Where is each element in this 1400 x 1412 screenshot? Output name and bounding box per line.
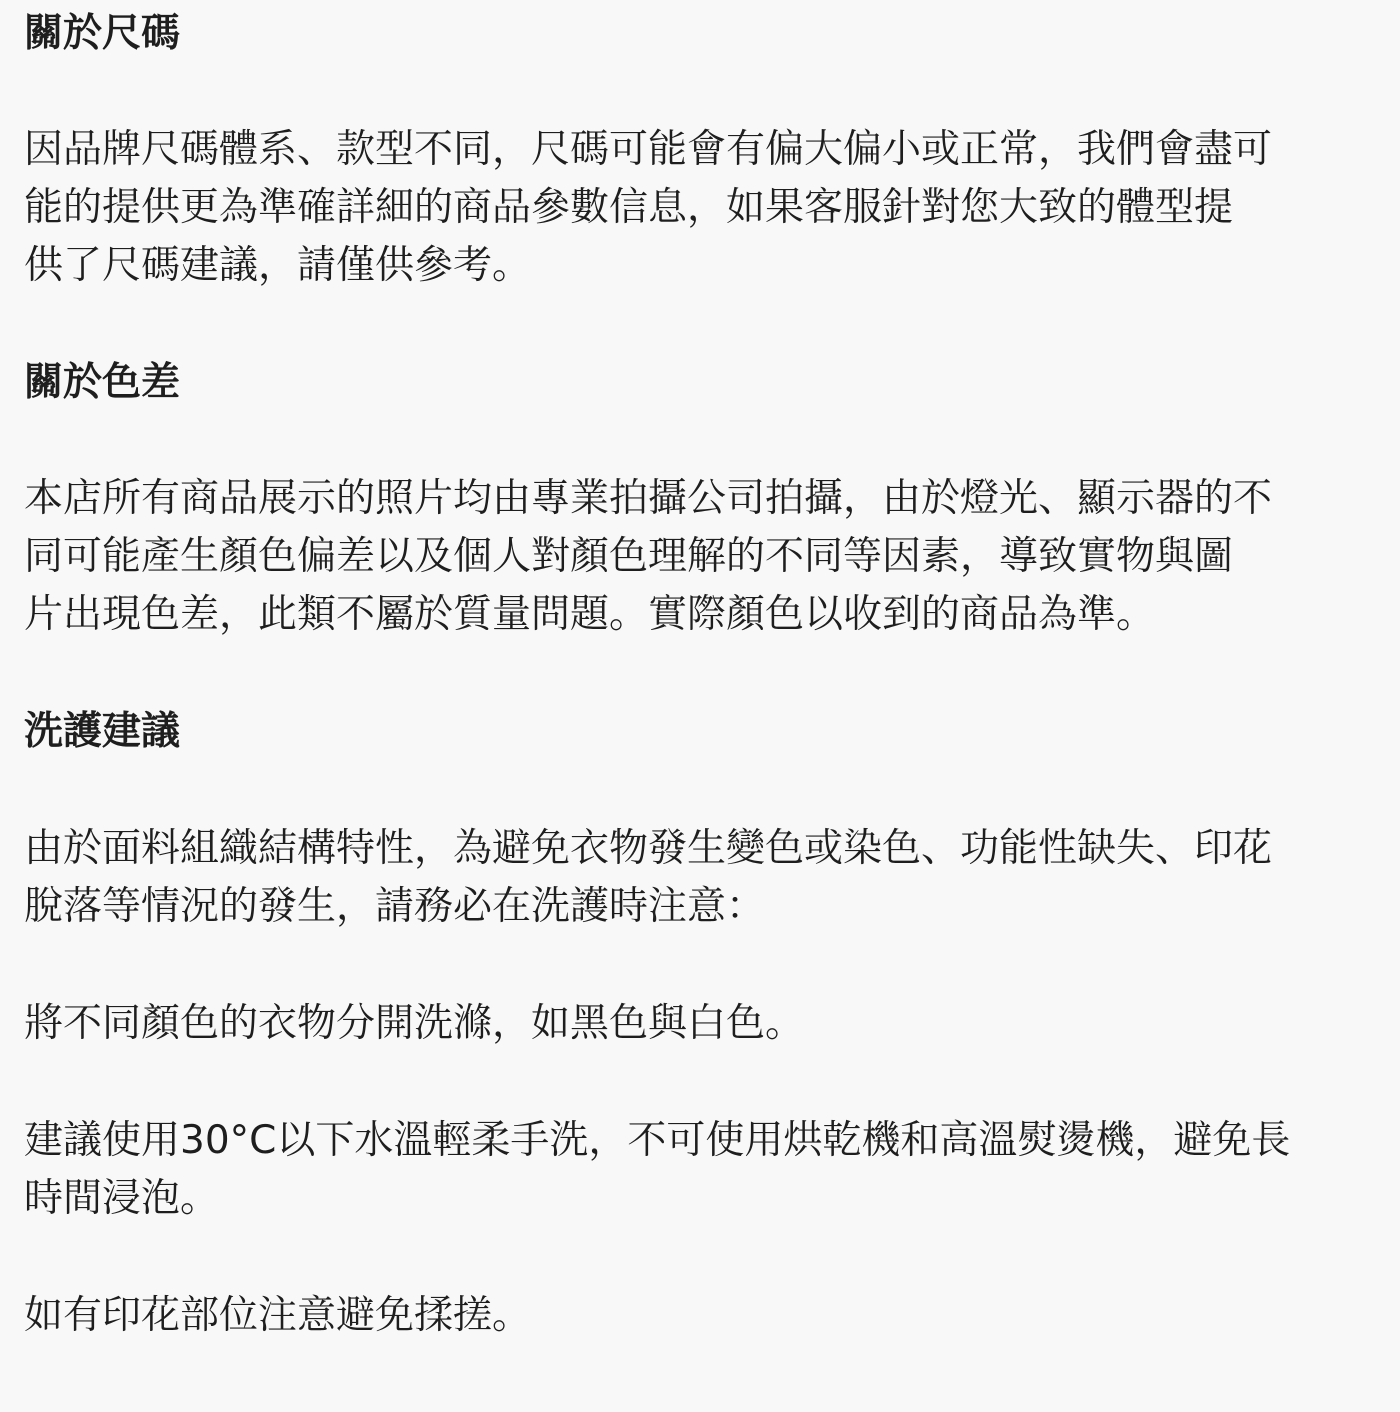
care-tip-line: 建議使用30°C以下水溫輕柔手洗，不可使用烘乾機和高溫熨燙機，避免長	[24, 1118, 1291, 1163]
color-paragraph	[24, 470, 1384, 644]
care-tip-separate-colors	[24, 995, 1384, 1053]
size-paragraph	[24, 121, 1384, 295]
care-intro-line: 由於面料組織結構特性，為避免衣物發生變色或染色、功能性缺失、印花	[24, 826, 1273, 871]
color-paragraph-line: 片出現色差，此類不屬於質量問題。實際顏色以收到的商品為準。	[24, 592, 1156, 637]
size-paragraph-line: 供了尺碼建議，請僅供參考。	[24, 243, 532, 288]
care-tip-print-area	[24, 1287, 1384, 1345]
section-heading-color: 關於色差	[24, 360, 181, 405]
section-heading-size: 關於尺碼	[24, 11, 181, 56]
size-paragraph-line: 能的提供更為準確詳細的商品參數信息，如果客服針對您大致的體型提	[24, 185, 1234, 230]
size-paragraph-line: 因品牌尺碼體系、款型不同，尺碼可能會有偏大偏小或正常，我們會盡可	[24, 127, 1273, 172]
color-paragraph-line: 同可能產生顏色偏差以及個人對顏色理解的不同等因素，導致實物與圖	[24, 534, 1234, 579]
section-heading-care: 洗護建議	[24, 709, 181, 754]
care-tip-line: 將不同顏色的衣物分開洗滌，如黑色與白色。	[24, 1001, 805, 1046]
care-tip-line: 如有印花部位注意避免揉搓。	[24, 1293, 532, 1338]
care-tip-line: 時間浸泡。	[24, 1176, 220, 1221]
color-paragraph-line: 本店所有商品展示的照片均由專業拍攝公司拍攝，由於燈光、顯示器的不	[24, 476, 1273, 521]
care-tip-hand-wash	[24, 1112, 1384, 1228]
care-intro-line: 脫落等情況的發生，請務必在洗護時注意：	[24, 884, 766, 929]
care-intro-paragraph	[24, 820, 1384, 936]
